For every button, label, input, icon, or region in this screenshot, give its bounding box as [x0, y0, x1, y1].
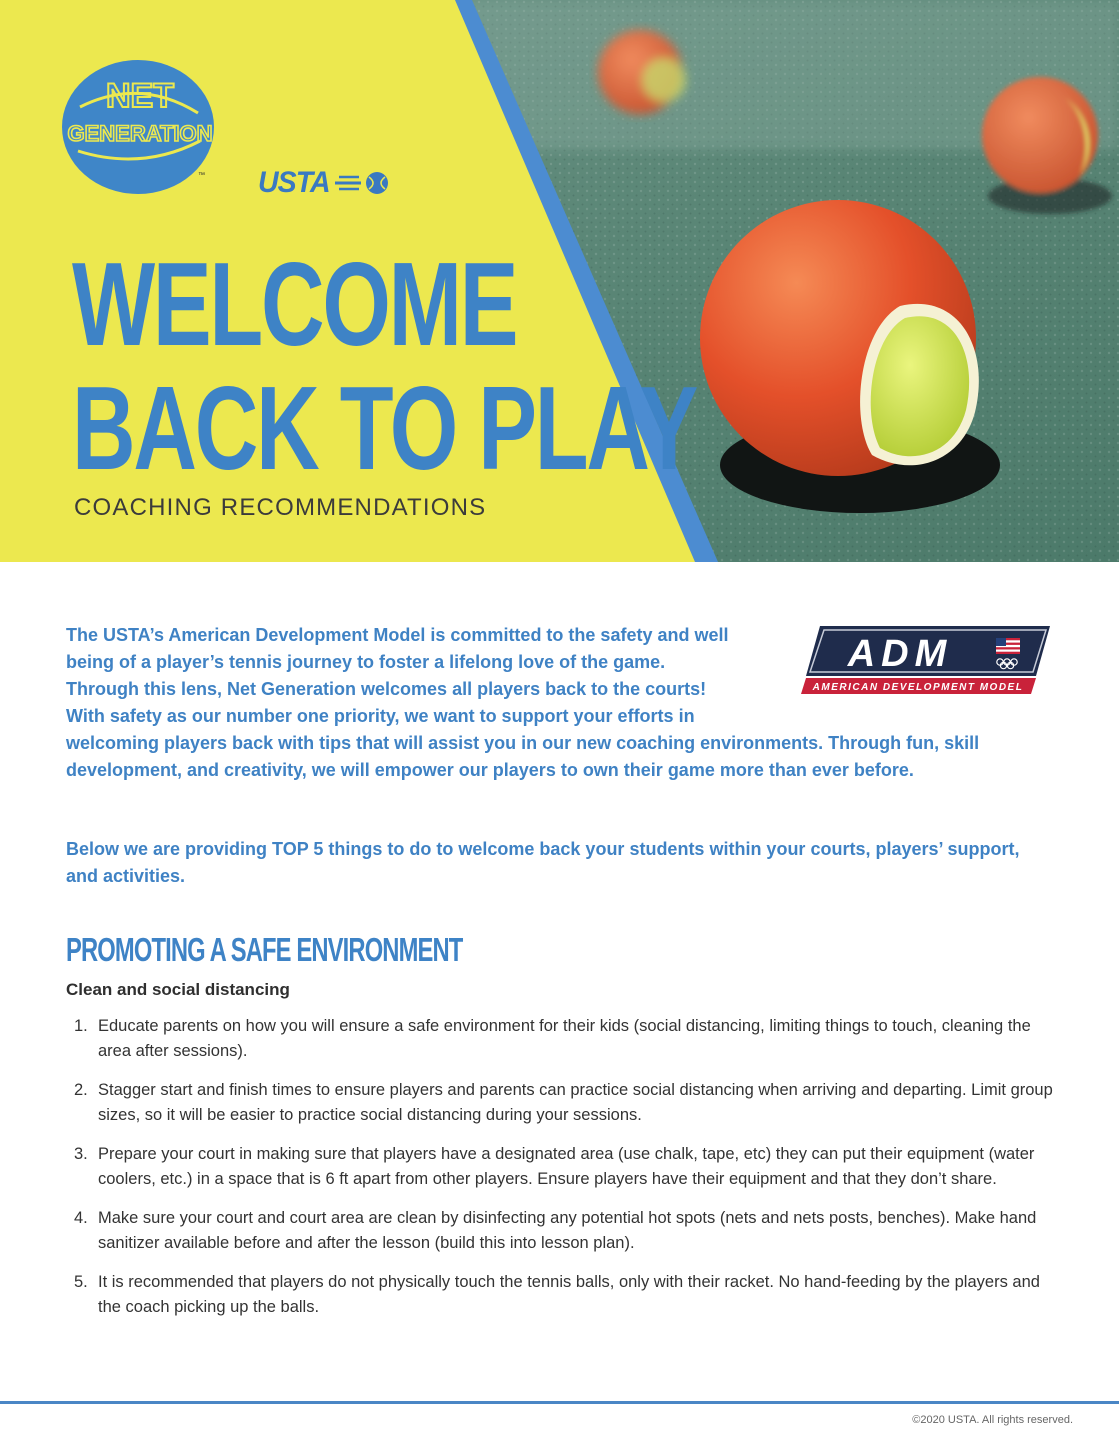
hero-subtitle: COACHING RECOMMENDATIONS — [74, 494, 487, 521]
hero-title-line-2: BACK TO PLAY — [72, 362, 697, 495]
hero-banner — [0, 0, 1119, 562]
list-item-number: 2. — [74, 1081, 88, 1099]
section-subheading: Clean and social distancing — [66, 980, 290, 999]
list-item-text: It is recommended that players do not physically touch the tennis balls, only with their racket. No hand-feeding by the players and the coach picking up the balls. — [98, 1273, 1040, 1316]
intro-paragraph-1-text: The USTA’s American Development Model is committed to the safety and well being of a player’s tennis journey to foster a lifelong love of the game. Through this lens, Net Generation welcomes all players back to the courts! With safety as our number one priority, we want to support your efforts in welcoming players back with tips that will assist you in our new coaching environments. Through fun, skill development, and creativity, we will empower our players to own their game more than ever before. — [66, 625, 980, 780]
list-item-number: 4. — [74, 1209, 88, 1227]
list-item — [66, 1270, 1056, 1320]
list-item-text: Prepare your court in making sure that players have a designated area (use chalk, tape, etc) they can put their equipment (water coolers, etc.) in a space that is 6 ft apart from other players. Ensure players have their equipment and that they don’t share. — [98, 1145, 1035, 1188]
intro-paragraph-1 — [66, 622, 1056, 784]
trademark-mark: ™ — [198, 172, 205, 179]
hero-title-line-1: WELCOME — [72, 238, 517, 371]
copyright-text: ©2020 USTA. All rights reserved. — [912, 1414, 1073, 1426]
adm-letters: ADM — [847, 633, 953, 675]
list-item — [66, 1142, 1056, 1192]
usta-logo — [258, 166, 393, 200]
logo-float-spacer — [740, 622, 1056, 730]
logo-generation-text: GENERATION — [67, 121, 213, 146]
recommendations-list — [66, 1014, 1056, 1334]
list-item — [66, 1078, 1056, 1128]
usta-ball-icon — [333, 170, 393, 196]
list-item — [66, 1206, 1056, 1256]
net-generation-logo — [60, 55, 220, 195]
list-item-number: 3. — [74, 1145, 88, 1163]
list-item-text: Make sure your court and court area are clean by disinfecting any potential hot spots (nets and nets posts, benches). Make hand sanitizer available before and after the lesson (build this into lesson plan). — [98, 1209, 1037, 1252]
list-item-text: Stagger start and finish times to ensure players and parents can practice social distancing when arriving and departing. Limit group sizes, so it will be easier to practice social distancing during your sessions. — [98, 1081, 1053, 1124]
footer-divider — [0, 1401, 1119, 1404]
list-item — [66, 1014, 1056, 1064]
usta-wordmark: USTA — [258, 166, 330, 199]
list-item-number: 5. — [74, 1273, 88, 1291]
adm-tagline: AMERICAN DEVELOPMENT MODEL — [812, 682, 1024, 693]
section-title: PROMOTING A SAFE ENVIRONMENT — [66, 931, 463, 968]
logo-net-text: NET — [106, 77, 174, 115]
list-item-number: 1. — [74, 1017, 88, 1035]
intro-paragraph-2: Below we are providing TOP 5 things to do to welcome back your students within your courts, players’ support, and activities. — [66, 839, 1020, 886]
list-item-text: Educate parents on how you will ensure a safe environment for their kids (social distancing, limiting things to touch, cleaning the area after sessions). — [98, 1017, 1031, 1060]
